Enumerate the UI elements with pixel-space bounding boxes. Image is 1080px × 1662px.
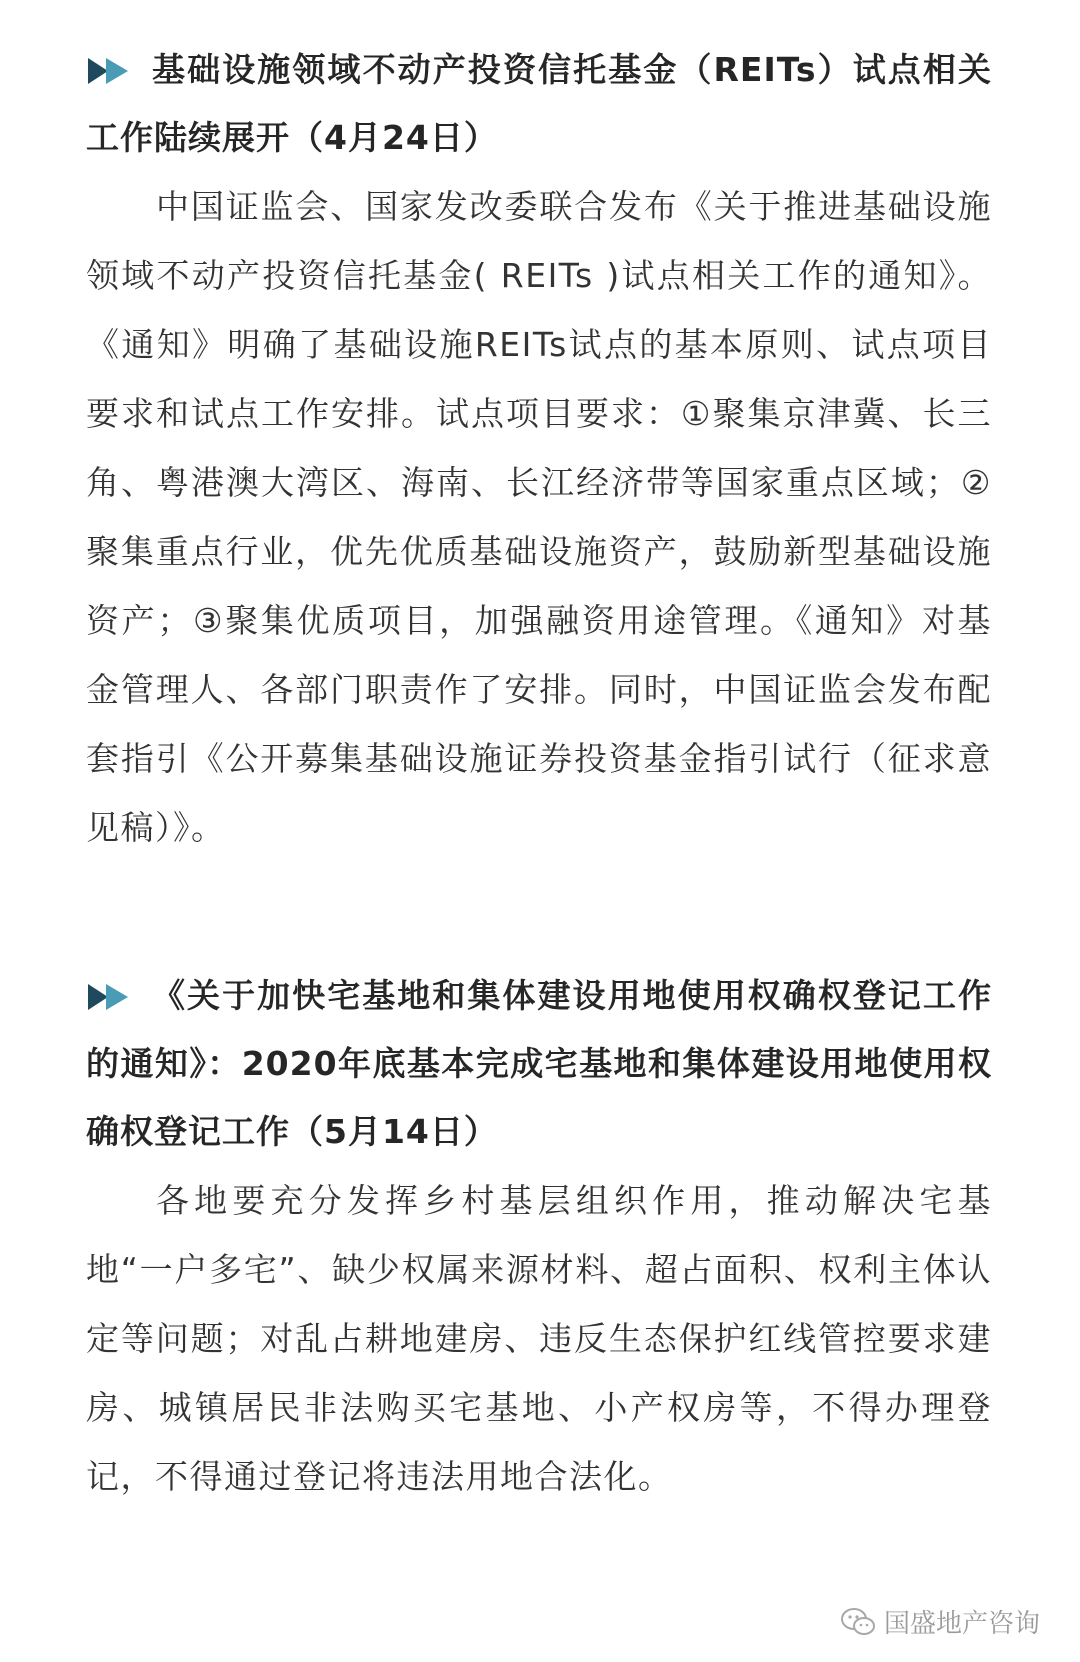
section-body: 中国证监会、国家发改委联合发布《关于推进基础设施领域不动产投资信托基金( REITs )试点相关工作的通知》。《通知》明确了基础设施REITs试点的基本原则、试点项目要求和试点工作安排。试点项目要求：①聚集京津冀、长三角、粤港澳大湾区、海南、长江经济带等国家重点区域；②聚集重点行业，优先优质基础设施资产，鼓励新型基础设施资产；③聚集优质项目，加强融资用途管理。《通知》对基金管理人、各部门职责作了安排。同时，中国证监会发布配套指引《公开募集基础设施证券投资基金指引试行（征求意见稿）》。 [86, 187, 992, 847]
section-heading [86, 36, 992, 172]
section-body: 各地要充分发挥乡村基层组织作用，推动解决宅基地“一户多宅”、缺少权属来源材料、超占面积、权利主体认定等问题；对乱占耕地建房、违反生态保护红线管控要求建房、城镇居民非法购买宅基地、小产权房等，不得办理登记，不得通过登记将违法用地合法化。 [86, 1181, 992, 1496]
wechat-icon [840, 1607, 876, 1637]
section-heading-text: 《关于加快宅基地和集体建设用地使用权确权登记工作的通知》：2020年底基本完成宅基地和集体建设用地使用权确权登记工作（5月14日） [86, 976, 992, 1151]
section-heading-text: 基础设施领域不动产投资信托基金（REITs）试点相关工作陆续展开（4月24日） [86, 50, 992, 157]
section-heading [86, 962, 992, 1166]
news-section [86, 36, 992, 862]
watermark-text: 国盛地产咨询 [883, 1609, 1040, 1639]
watermark [840, 1603, 1040, 1640]
news-section [86, 962, 992, 1511]
double-arrow-icon [88, 58, 132, 84]
article-content [86, 36, 992, 1511]
double-arrow-icon [88, 984, 132, 1010]
